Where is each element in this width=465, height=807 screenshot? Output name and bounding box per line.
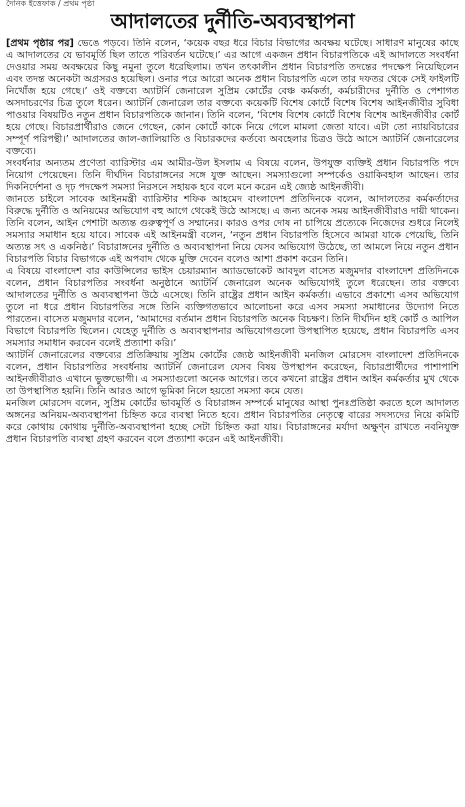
article-paragraph: জানতে চাইলে সাবেক আইনমন্ত্রী ব্যারিস্টার শফিক আহমেদ বাংলাদেশ প্রতিদিনকে বলেন, আদালতের কর্মকর্তাদের বিরুদ্ধে দুর্নীতি ও অনিয়মের অভিযোগ বহু আগে থেকেই উঠে আসছে। এ জন্য অনেক সময় আইনজীবীরাও দায়ী থাকেন। তিনি বলেন, আইন পেশাটা অত্যন্ত গুরুত্বপূর্ণ ও সম্মানের। কারও ওপর দোষ না চাপিয়ে প্রত্যেকে নিজেদের শুধরে নিলেই সমস্যার সমাধান হয়ে যাবে। সাবেক এই আইনমন্ত্রী বলেন, ‘নতুন প্রধান বিচারপতি হিসেবে আমরা যাকে পেয়েছি, তিনি অত্যন্ত সৎ ও একনিষ্ঠ।’ বিচারাঙ্গনের দুর্নীতি ও অব্যবস্থাপনা নিয়ে যেসব অভিযোগ উঠেছে, তা আমলে নিয়ে নতুন প্রধান বিচারপতি বিচার বিভাগকে এই অপবাদ থেকে মুক্তি দেবেন বলেও আশা প্রকাশ করেন তিনি।: [6, 194, 459, 265]
article-paragraph: [6, 38, 459, 158]
page-header-strip: দৈনিক ইত্তেফাক / প্রথম পৃষ্ঠা: [6, 0, 95, 8]
article-paragraph: সংবর্ধনার অন্যতম প্রণেতা ব্যারিস্টার এম আমীর-উল ইসলাম এ বিষয়ে বলেন, উপযুক্ত ব্যক্তিই প্রধান বিচারপতি পদে নিয়োগ পেয়েছেন। তিনি দীর্ঘদিন বিচারাঙ্গনের সঙ্গে যুক্ত আছেন। সমস্যাগুলো সম্পর্কেও ওয়াকিবহাল আছেন। তার দিকনির্দেশনা ও দৃঢ় পদক্ষেপ সমস্যা নিরসনে সহায়ক হবে বলে মনে করেন এই জ্যেষ্ঠ আইনজীবী।: [6, 158, 459, 193]
paragraph-text: ভেঙে পড়বে। তিনি বলেন, ‘কয়েক বছর ধরে বিচার বিভাগের অবক্ষয় ঘটেছে। সাধারণ মানুষের কাছে এ আদালতের যে ভাবমূর্তি ছিল তাতে পরিবর্তন ঘটেছে।’ এর আগে একজন প্রধান বিচারপতিকে এই আদালতে সংবর্ধনা দেওয়ার সময় অবক্ষয়ের কিছু নমুনা তুলে ধরেছিলাম। তখন তৎকালীন প্রধান বিচারপতি তদন্তের পদক্ষেপ নিয়েছিলেন এবং তদন্ত অনেকটা অগ্রসরও হয়েছিল। ওনার পরে আরো অনেক প্রধান বিচারপতি এলে তার দফতর থেকে সেই ফাইলটি নিখোঁজ হয়ে গেছে।’ ওই বক্তব্যে অ্যাটর্নি জেনারেল সুপ্রিম কোর্টের বেঞ্চ কর্মকর্তা, কর্মচারীদের দুর্নীতি ও পেশাগত অসদাচরণের চিত্র তুলে ধরেন। অ্যাটর্নি জেনারেল তার বক্তব্যে কয়েকটি বিশেষ কোর্টে বিশেষ বিশেষ আইনজীবীর সুবিধা পাওয়ার বিষয়টিও নতুন প্রধান বিচারপতিকে জানান। তিনি বলেন, ‘বিশেষ বিশেষ কোর্টে বিশেষ বিশেষ আইনজীবীর কোর্ট হয়ে গেছে। বিচারপ্রার্থীরাও জেনে গেছেন, কোন কোর্টে কাকে নিয়ে গেলে মামলা জেতা যাবে। এটা তো ন্যায়বিচারের সম্পূর্ণ পরিপন্থী।’ আদালতের জাল-জালিয়াতি ও বিচারকদের কর্তব্যে অবহেলার চিত্রও উঠে আসে অ্যাটর্নি জেনারেলের বক্তব্যে।: [6, 38, 459, 157]
article-paragraph: মনজিল মোরসেদ বলেন, সুপ্রিম কোর্টের ভাবমূর্তি ও বিচারাঙ্গন সম্পর্কে মানুষের আস্থা পুনঃপ্রতিষ্ঠা করতে হলে আদালত অঙ্গনের অনিয়ম-অব্যবস্থাপনা চিহ্নিত করে ব্যবস্থা নিতে হবে। প্রধান বিচারপতির নেতৃত্বে বারের সদস্যদের নিয়ে কমিটি করে কোথায় কোথায় দুর্নীতি-অব্যবস্থাপনা হচ্ছে সেটা চিহ্নিত করা যায়। বিচারাঙ্গনের মর্যাদা অক্ষুণ্ন রাখতে নবনিযুক্ত প্রধান বিচারপতি ব্যবস্থা গ্রহণ করবেন বলে প্রত্যাশা করেন এই আইনজীবী।: [6, 398, 459, 445]
continuation-tag: [প্রথম পৃষ্ঠার পর]: [6, 38, 74, 49]
article-body: [6, 38, 459, 804]
article-paragraph: অ্যাটর্নি জেনারেলের বক্তব্যের প্রতিক্রিয়ায় সুপ্রিম কোর্টের জ্যেষ্ঠ আইনজীবী মনজিল মোরসেদ বাংলাদেশ প্রতিদিনকে বলেন, প্রধান বিচারপতির সংবর্ধনায় অ্যাটর্নি জেনারেল যেসব বিষয় উপস্থাপন করেছেন, বিচারপ্রার্থীদের পাশাপাশি আইনজীবীরাও এখানে ভুক্তভোগী। এ সমস্যাগুলো অনেক আগের। তবে কখনো রাষ্ট্রের প্রধান আইন কর্মকর্তার মুখ থেকে তা উপস্থাপিত হয়নি। তিনি আরও আগে ভূমিকা নিলে হয়তো সমস্যা কমে যেত।: [6, 350, 459, 397]
article-paragraph: এ বিষয়ে বাংলাদেশ বার কাউন্সিলের ভাইস চেয়ারম্যান অ্যাডভোকেট আবদুল বাসেত মজুমদার বাংলাদেশ প্রতিদিনকে বলেন, প্রধান বিচারপতির সংবর্ধনা অনুষ্ঠানে অ্যাটর্নি জেনারেল অনেক অভিযোগই তুলে ধরেছেন। তার বক্তব্যে আদালতের দুর্নীতি ও অব্যবস্থাপনা উঠে এসেছে। তিনি রাষ্ট্রের প্রধান আইন কর্মকর্তা। এভাবে প্রকাশ্যে এসব অভিযোগ তুলে না ধরে প্রধান বিচারপতির সঙ্গে তিনি ব্যক্তিগতভাবে আলোচনা করে এসব সমস্যা সমাধানের উদ্যোগ নিতে পারতেন। বাসেত মজুমদার বলেন, ‘আমাদের বর্তমান প্রধান বিচারপতি অনেক বিচক্ষণ। তিনি দীর্ঘদিন হাই কোর্ট ও আপিল বিভাগে বিচারপতি ছিলেন। যেহেতু দুর্নীতি ও অব্যবস্থাপনার অভিযোগগুলো উপস্থাপিত হয়েছে, প্রধান বিচারপতি এসব সমস্যার সমাধান করবেন বলেই প্রত্যাশা করি।’: [6, 266, 459, 349]
article-headline: আদালতের দুর্নীতি-অব্যবস্থাপনা: [110, 9, 355, 33]
